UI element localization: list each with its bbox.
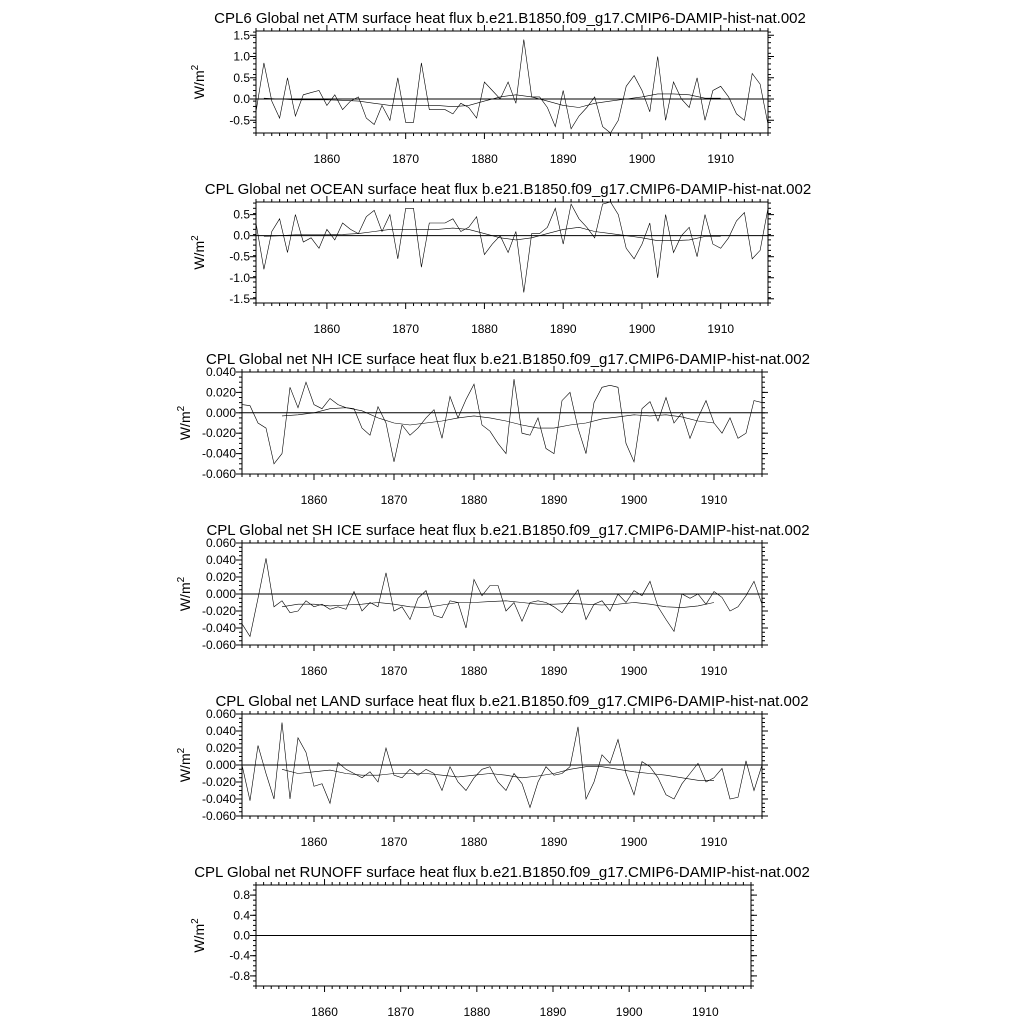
x-tick-label: 1910 <box>700 493 728 507</box>
x-tick-label: 1870 <box>392 152 420 166</box>
x-tick-label: 1910 <box>691 1005 719 1019</box>
x-tick-label: 1910 <box>700 835 728 849</box>
chart-panel-6 <box>190 864 810 1019</box>
chart-title: CPL Global net RUNOFF surface heat flux b.e21.B1850.f09_g17.CMIP6-DAMIP-hist-nat.002 <box>194 864 810 881</box>
chart-panel-2 <box>190 181 811 336</box>
x-tick-label: 1890 <box>549 322 577 336</box>
x-tick-label: 1860 <box>313 322 341 336</box>
y-tick-label: -1.0 <box>229 270 250 285</box>
x-tick-label: 1870 <box>380 835 408 849</box>
y-axis-label <box>176 405 193 440</box>
chart-title: CPL6 Global net ATM surface heat flux b.e21.B1850.f09_g17.CMIP6-DAMIP-hist-nat.002 <box>214 10 806 27</box>
plot-frame <box>256 31 768 133</box>
y-axis-label-unit: W/m <box>177 411 193 441</box>
y-axis-label <box>190 235 207 270</box>
y-axis-label-unit: W/m <box>177 753 193 783</box>
x-tick-label: 1860 <box>300 664 328 678</box>
x-tick-label: 1870 <box>392 322 420 336</box>
x-tick-label: 1880 <box>460 835 488 849</box>
x-tick-label: 1880 <box>460 493 488 507</box>
x-tick-label: 1900 <box>620 835 648 849</box>
y-axis-label-superscript: 2 <box>190 235 201 241</box>
y-tick-label: -0.4 <box>229 948 250 963</box>
chart-panel-1 <box>190 10 806 166</box>
series-smoothed-line <box>282 767 714 781</box>
x-tick-label: 1890 <box>540 835 568 849</box>
y-tick-label: 1.0 <box>233 49 250 64</box>
y-axis-label-superscript: 2 <box>190 64 201 71</box>
chart-title: CPL Global net LAND surface heat flux b.e21.B1850.f09_g17.CMIP6-DAMIP-hist-nat.002 <box>215 693 809 710</box>
y-tick-label: -0.060 <box>201 467 236 481</box>
y-tick-label: 0.060 <box>205 707 236 721</box>
y-tick-label: 0.5 <box>233 207 250 222</box>
y-tick-label: 0.000 <box>205 758 236 772</box>
x-tick-label: 1910 <box>700 664 728 678</box>
chart-panel-3 <box>176 351 810 507</box>
chart-panel-4 <box>176 522 810 678</box>
x-tick-label: 1870 <box>387 1005 415 1019</box>
y-axis-label-superscript: 2 <box>190 918 201 924</box>
y-axis-label-superscript: 2 <box>176 576 187 583</box>
y-tick-label: -0.040 <box>201 792 236 806</box>
y-axis-label <box>176 576 193 611</box>
y-tick-label: -0.040 <box>201 621 236 635</box>
y-axis-label-unit: W/m <box>177 582 193 612</box>
x-tick-label: 1900 <box>615 1005 643 1019</box>
y-tick-label: 0.040 <box>205 553 236 567</box>
y-tick-label: 0.020 <box>205 570 236 584</box>
x-tick-label: 1900 <box>620 664 648 678</box>
x-tick-label: 1880 <box>460 664 488 678</box>
series-annual-line <box>256 202 768 293</box>
x-tick-label: 1880 <box>463 1005 491 1019</box>
y-tick-label: 0.020 <box>205 385 236 400</box>
y-tick-label: 0.060 <box>205 536 236 550</box>
x-tick-label: 1860 <box>300 493 328 507</box>
x-tick-label: 1880 <box>471 322 498 336</box>
y-axis-label <box>190 918 207 953</box>
chart-title: CPL Global net OCEAN surface heat flux b.e21.B1850.f09_g17.CMIP6-DAMIP-hist-nat.002 <box>204 181 812 198</box>
y-axis-label-unit: W/m <box>191 70 207 100</box>
y-tick-label: -0.8 <box>229 968 250 983</box>
x-tick-label: 1860 <box>311 1005 338 1019</box>
y-tick-label: -1.5 <box>229 291 250 306</box>
y-tick-label: -0.5 <box>229 249 250 264</box>
y-axis-label <box>176 747 193 782</box>
y-tick-label: 0.000 <box>205 405 236 420</box>
y-tick-label: 1.5 <box>233 28 250 43</box>
series-smoothed-line <box>282 601 714 608</box>
y-tick-label: 0.4 <box>233 908 250 923</box>
x-tick-label: 1870 <box>380 664 408 678</box>
y-tick-label: 0.040 <box>205 365 236 379</box>
x-tick-label: 1860 <box>313 152 341 166</box>
series-smoothed-line <box>282 408 714 428</box>
y-tick-label: -0.020 <box>201 426 236 441</box>
x-tick-label: 1900 <box>628 322 656 336</box>
x-tick-label: 1900 <box>628 152 656 166</box>
y-tick-label: -0.040 <box>201 446 236 461</box>
y-axis-label <box>190 64 207 99</box>
x-tick-label: 1890 <box>549 152 577 166</box>
y-axis-label-unit: W/m <box>191 240 207 270</box>
plot-frame <box>242 372 762 474</box>
x-tick-label: 1890 <box>540 493 568 507</box>
y-tick-label: 0.040 <box>205 724 236 738</box>
series-annual-line <box>256 40 768 134</box>
y-tick-label: 0.5 <box>233 70 250 85</box>
series-annual-line <box>242 379 762 464</box>
y-tick-label: -0.020 <box>201 775 236 789</box>
y-tick-label: -0.060 <box>201 638 236 652</box>
chart-title: CPL Global net NH ICE surface heat flux b.e21.B1850.f09_g17.CMIP6-DAMIP-hist-nat.002 <box>206 351 810 368</box>
series-annual-line <box>242 558 762 636</box>
y-tick-label: -0.020 <box>201 604 236 618</box>
x-tick-label: 1890 <box>540 664 568 678</box>
x-tick-label: 1870 <box>380 493 408 507</box>
plot-frame <box>256 202 768 303</box>
chart-title: CPL Global net SH ICE surface heat flux b.e21.B1850.f09_g17.CMIP6-DAMIP-hist-nat.002 <box>206 522 810 539</box>
y-tick-label: 0.0 <box>233 228 250 243</box>
y-axis-label-unit: W/m <box>191 923 207 953</box>
y-tick-label: 0.8 <box>233 888 250 903</box>
y-tick-label: 0.020 <box>205 741 236 755</box>
x-tick-label: 1900 <box>620 493 648 507</box>
y-tick-label: -0.5 <box>229 113 250 128</box>
y-tick-label: -0.060 <box>201 809 236 823</box>
y-axis-label-superscript: 2 <box>176 747 187 754</box>
y-tick-label: 0.0 <box>233 92 250 106</box>
chart-panel-5 <box>176 693 809 849</box>
x-tick-label: 1880 <box>471 152 498 166</box>
x-tick-label: 1860 <box>300 835 328 849</box>
y-axis-label-superscript: 2 <box>176 405 187 412</box>
x-tick-label: 1910 <box>707 322 735 336</box>
x-tick-label: 1890 <box>539 1005 567 1019</box>
x-tick-label: 1910 <box>707 152 735 166</box>
y-tick-label: 0.0 <box>233 928 250 943</box>
y-tick-label: 0.000 <box>205 587 236 601</box>
